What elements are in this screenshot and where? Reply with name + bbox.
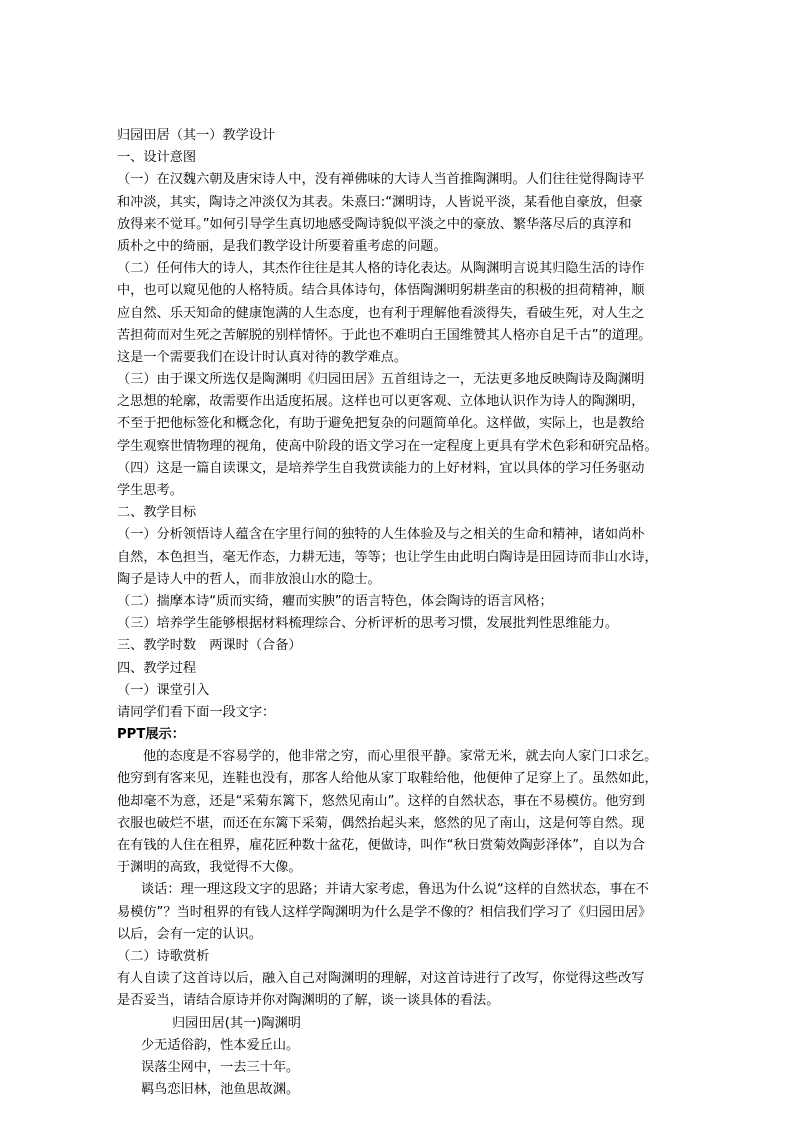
text-line: 这是一个需要我们在设计时认真对待的教学难点。: [117, 349, 408, 365]
text-line: 是否妥当，请结合原诗并你对陶渊明的了解，谈一谈具体的看法。: [117, 993, 500, 1009]
section-heading-goals: 二、教学目标: [117, 505, 197, 521]
paragraph-intent-1: [117, 169, 677, 258]
text-line: 质朴之中的绮丽，是我们教学设计所要着重考虑的问题。: [117, 238, 447, 254]
text-line: （二）任何伟大的诗人，其杰作往往是其人格的诗化表达。从陶渊明言说其归隐生活的诗作: [117, 261, 645, 277]
paragraph-intent-3: [117, 369, 677, 458]
text-line: 他的态度是不容易学的，他非常之穷，而心里很平静。家常无米，就去向人家门口求乞。: [143, 749, 658, 765]
text-line: 陶子是诗人中的哲人，而非放浪山水的隐士。: [117, 571, 381, 587]
text-line: 之思想的轮廓，故需要作出适度拓展。这样也可以更客观、立体地认识作为诗人的陶渊明，: [117, 394, 645, 410]
intro-instruction: 请同学们看下面一段文字：: [117, 704, 276, 720]
poem-line: 少无适俗韵，性本爱丘山。: [141, 1037, 300, 1053]
text-line: 他穷到有客来见，连鞋也没有，那客人给他从家丁取鞋给他，他便伸了足穿上了。虽然如此，: [117, 771, 658, 787]
text-line: 衣服也破烂不堪，而还在东篱下采菊，偶然抬起头来，悠然的见了南山，这是何等自然。现: [117, 815, 645, 831]
text-line: 应自然、乐天知命的健康饱满的人生态度，也有利于理解他看淡得失，看破生死，对人生之: [117, 305, 645, 321]
text-line: 以后，会有一定的认识。: [117, 926, 263, 942]
text-line: 自然，本色担当，毫无作态，力耕无违，等等；也让学生由此明白陶诗是田园诗而非山水诗，: [117, 549, 658, 565]
text-line: 他却毫不为意，还是“采菊东篱下，悠然见南山”。这样的自然状态，事在不易模仿。他穷到: [117, 793, 645, 809]
text-line: 有人自读了这首诗以后，融入自己对陶渊明的理解，对这首诗进行了改写，你觉得这些改写: [117, 971, 645, 987]
poem-body: [117, 1035, 677, 1102]
paragraph-intent-4: [117, 458, 677, 502]
paragraph-goal-1: [117, 524, 677, 591]
document-title: 归园田居（其一）教学设计: [117, 128, 276, 143]
subheading-intro: （一）课堂引入: [117, 682, 210, 698]
text-line: 在有钱的人住在租界，雇花匠种数十盆花，便做诗，叫作“秋日赏菊效陶彭泽体”，自以为合: [117, 838, 645, 853]
text-line: 放得来不觉耳。”如何引导学生真切地感受陶诗貌似平淡之中的豪放、繁华落尽后的真淳和: [117, 216, 632, 232]
text-line: （一）在汉魏六朝及唐宋诗人中，没有禅佛味的大诗人当首推陶渊明。人们往往觉得陶诗平: [117, 172, 645, 188]
text-line: 学生思考。: [117, 483, 183, 498]
section-heading-design-intent: 一、设计意图: [117, 150, 197, 166]
text-line: 不至于把他标签化和概念化，有助于避免把复杂的问题简单化。这样做，实际上，也是教给: [117, 416, 645, 432]
text-line: （三）由于课文所选仅是陶渊明《归园田居》五首组诗之一，无法更多地反映陶诗及陶渊明: [117, 372, 645, 388]
paragraph-intent-2: [117, 258, 677, 369]
poem-line: 误落尘网中，一去三十年。: [141, 1059, 300, 1075]
section-heading-process: 四、教学过程: [117, 660, 197, 676]
poem-line: 羁鸟恋旧林，池鱼思故渊。: [141, 1082, 300, 1098]
text-line: 和冲淡，其实，陶诗之冲淡仅为其表。朱熹曰:“渊明诗，人皆说平淡，某看他自豪放，但豪: [117, 194, 643, 210]
text-line: （四）这是一篇自读课文，是培养学生自我赏读能力的上好材料，宜以具体的学习任务驱动: [117, 460, 645, 476]
text-line: 苦担荷而对生死之苦解脱的别样情怀。于此也不难明白王国维赞其人格亦自足千古”的道理。: [117, 327, 652, 343]
discussion-paragraph: [117, 879, 677, 946]
text-line: 于渊明的高致，我觉得不大像。: [117, 860, 302, 876]
poem-task-paragraph: [117, 968, 677, 1012]
subheading-poem-appreciation: （二）诗歌赏析: [117, 948, 210, 964]
text-line: 易模仿”？当时租界的有钱人这样学陶渊明为什么是学不像的？相信我们学习了《归园田居》: [117, 904, 652, 920]
text-line: （一）分析领悟诗人蕴含在字里行间的独特的人生体验及与之相关的生命和精神，诸如尚朴: [117, 527, 645, 543]
text-line: 学生观察世情物理的视角，使高中阶段的语文学习在一定程度上更具有学术色彩和研究品格。: [117, 438, 658, 454]
ppt-quote: [117, 746, 677, 879]
poem-title: 归园田居(其一)陶渊明: [172, 1015, 301, 1031]
text-line: 谈话：理一理这段文字的思路；并请大家考虑，鲁迅为什么说“这样的自然状态，事在不: [141, 882, 649, 898]
section-heading-hours: 三、教学时数 两课时（合备）: [117, 638, 302, 654]
paragraph-goal-2: （二）揣摩本诗“质而实绮，癯而实腴”的语言特色，体会陶诗的语言风格；: [117, 593, 553, 609]
paragraph-goal-3: （三）培养学生能够根据材料梳理综合、分析评析的思考习惯，发展批判性思维能力。: [117, 616, 619, 632]
document-page: [117, 125, 677, 1101]
text-line: 中，也可以窥见他的人格特质。结合具体诗句，体悟陶渊明躬耕垄亩的积极的担荷精神，顺: [117, 283, 645, 299]
ppt-label: PPT展示：: [117, 727, 185, 743]
